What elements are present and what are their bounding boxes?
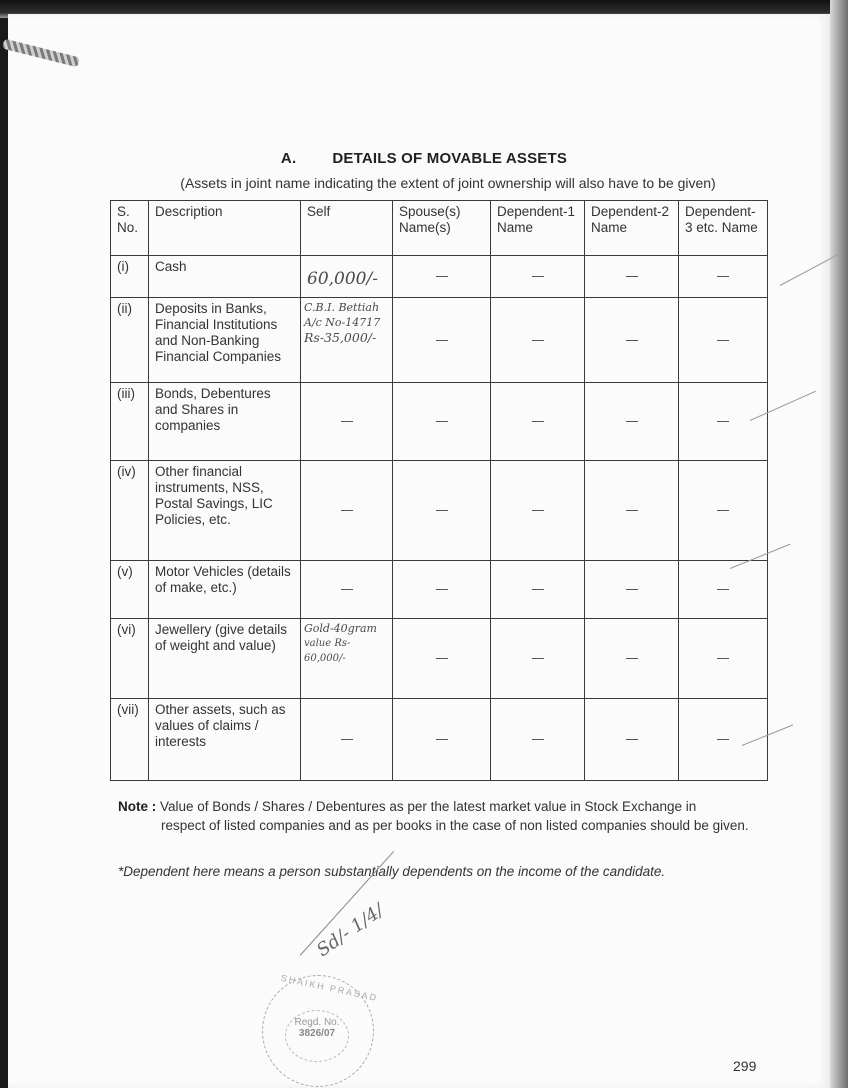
dash-mark (341, 739, 353, 740)
row-dep1 (491, 256, 585, 298)
row-dep2 (585, 256, 679, 298)
row-dep1 (491, 699, 585, 781)
row-dep2 (585, 461, 679, 561)
row-description: Other assets, such as values of claims / interests (149, 699, 301, 781)
self-line: Gold-40gram (304, 622, 377, 635)
section-letter: A. (280, 150, 297, 167)
section-title-text: DETAILS OF MOVABLE ASSETS (332, 150, 568, 167)
dash-mark (717, 510, 729, 511)
row-self (301, 461, 393, 561)
header-spouse: Spouse(s) Name(s) (393, 201, 491, 256)
dash-mark (532, 421, 544, 422)
dash-mark (626, 739, 638, 740)
table-row (111, 256, 768, 298)
dash-mark (532, 658, 544, 659)
row-spouse (393, 561, 491, 619)
dash-mark (436, 658, 448, 659)
row-sno: (vii) (111, 699, 149, 781)
table-header-row (111, 201, 768, 256)
row-dep3 (679, 298, 768, 383)
row-description: Motor Vehicles (details of make, etc.) (149, 561, 301, 619)
row-dep3 (679, 619, 768, 699)
dash-mark (436, 421, 448, 422)
self-line: A/c No-14717 (304, 316, 381, 329)
row-spouse (393, 298, 491, 383)
row-spouse (393, 383, 491, 461)
dash-mark (436, 276, 448, 277)
row-self (301, 619, 393, 699)
stamp-center (285, 1010, 349, 1062)
row-self (301, 298, 393, 383)
self-value: 60,000/- (307, 269, 378, 289)
self-line: Rs-35,000/- (304, 330, 377, 345)
table-row (111, 383, 768, 461)
dash-mark (532, 589, 544, 590)
row-dep2 (585, 298, 679, 383)
movable-assets-table (110, 200, 768, 781)
row-sno: (vi) (111, 619, 149, 699)
row-sno: (v) (111, 561, 149, 619)
row-self (301, 256, 393, 298)
header-sno: S. No. (111, 201, 149, 256)
row-spouse (393, 699, 491, 781)
dependent-footnote: *Dependent here means a person substantially dependents on the income of the candidate. (118, 864, 666, 879)
row-description: Cash (149, 256, 301, 298)
table-row (111, 619, 768, 699)
row-self (301, 561, 393, 619)
dash-mark (717, 421, 729, 422)
table-row (111, 699, 768, 781)
row-description: Deposits in Banks, Financial Institutions and Non-Banking Financial Companies (149, 298, 301, 383)
dash-mark (717, 589, 729, 590)
header-self: Self (301, 201, 393, 256)
row-dep1 (491, 619, 585, 699)
row-dep1 (491, 561, 585, 619)
header-description: Description (149, 201, 301, 256)
dash-mark (626, 421, 638, 422)
row-description: Jewellery (give details of weight and value) (149, 619, 301, 699)
dash-mark (436, 589, 448, 590)
dash-mark (436, 340, 448, 341)
dash-mark (532, 739, 544, 740)
section-subtitle: (Assets in joint name indicating the extent of joint ownership will also have to be given) (180, 175, 716, 191)
signature-date: 1/4/ (347, 899, 388, 938)
dash-mark (532, 510, 544, 511)
row-spouse (393, 256, 491, 298)
section-title (0, 150, 848, 167)
row-self (301, 383, 393, 461)
row-dep3 (679, 561, 768, 619)
row-sno: (iii) (111, 383, 149, 461)
note-label: Note : (118, 799, 157, 814)
self-line: value Rs-60,000/- (304, 638, 351, 664)
dash-mark (341, 589, 353, 590)
dash-mark (717, 739, 729, 740)
dash-mark (532, 340, 544, 341)
stamp-name: SHAIKH PRASAD (280, 972, 379, 1004)
row-spouse (393, 619, 491, 699)
dash-mark (626, 589, 638, 590)
dash-mark (626, 340, 638, 341)
dash-mark (626, 276, 638, 277)
note-line-1: Value of Bonds / Shares / Debentures as per the latest market value in Stock Exchange in (160, 799, 697, 814)
dash-mark (436, 739, 448, 740)
row-dep3 (679, 256, 768, 298)
dash-mark (626, 658, 638, 659)
stamp-regd-label: Regd. No. (294, 1017, 340, 1028)
table-row (111, 561, 768, 619)
table-row (111, 298, 768, 383)
row-sno: (i) (111, 256, 149, 298)
table-row (111, 461, 768, 561)
note-block (118, 797, 766, 835)
row-dep2 (585, 699, 679, 781)
dash-mark (436, 510, 448, 511)
dash-mark (717, 658, 729, 659)
header-dependent-1: Dependent-1 Name (491, 201, 585, 256)
row-dep1 (491, 461, 585, 561)
signature-text: Sd/- (312, 923, 355, 962)
row-spouse (393, 461, 491, 561)
row-dep2 (585, 619, 679, 699)
dash-mark (341, 510, 353, 511)
dash-mark (532, 276, 544, 277)
dash-mark (717, 340, 729, 341)
row-dep3 (679, 383, 768, 461)
row-sno: (ii) (111, 298, 149, 383)
row-dep2 (585, 383, 679, 461)
row-sno: (iv) (111, 461, 149, 561)
header-dependent-2: Dependent-2 Name (585, 201, 679, 256)
row-description: Other financial instruments, NSS, Postal Savings, LIC Policies, etc. (149, 461, 301, 561)
page-number: 299 (733, 1058, 757, 1074)
row-dep3 (679, 461, 768, 561)
row-dep1 (491, 298, 585, 383)
note-continuation: respect of listed companies and as per books in the case of non listed companies should be given. (161, 818, 749, 833)
row-dep1 (491, 383, 585, 461)
row-self (301, 699, 393, 781)
row-description: Bonds, Debentures and Shares in companies (149, 383, 301, 461)
header-dependent-3: Dependent-3 etc. Name (679, 201, 768, 256)
dash-mark (341, 421, 353, 422)
self-line: C.B.I. Bettiah (304, 301, 380, 314)
dash-mark (626, 510, 638, 511)
stamp-reg-number: 3826/07 (298, 1028, 336, 1039)
dash-mark (717, 276, 729, 277)
row-dep2 (585, 561, 679, 619)
